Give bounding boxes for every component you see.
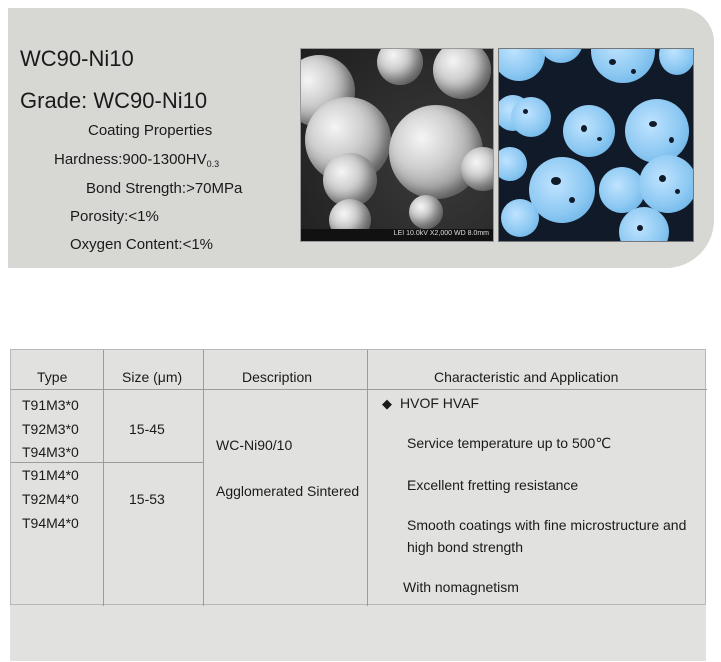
pore [675, 189, 680, 194]
property-value: <1% [182, 236, 214, 253]
diamond-bullet-icon: ◆ [382, 396, 392, 411]
particle-section [639, 155, 694, 213]
product-spec-table [10, 349, 706, 661]
type-value: T94M3*0 [22, 444, 79, 460]
column-divider [203, 350, 204, 606]
property-subscript: 0.3 [206, 159, 220, 169]
property-value: >70MPa [186, 180, 243, 197]
type-value: T92M4*0 [22, 491, 79, 507]
characteristic-item [382, 395, 479, 412]
property-oxygen-content [70, 236, 213, 253]
size-value: 15-45 [129, 421, 165, 437]
type-value: T91M4*0 [22, 467, 79, 483]
pore [523, 109, 528, 114]
pore [631, 69, 636, 74]
header-type: Type [37, 369, 68, 385]
property-hardness [54, 151, 219, 169]
particle-section [498, 48, 545, 81]
particle-section [591, 48, 655, 83]
characteristic-item: Smooth coatings with fine microstructure and [407, 517, 687, 533]
table-grid [10, 349, 706, 605]
property-label: Hardness: [54, 151, 123, 168]
column-divider [367, 350, 368, 606]
particle-section [563, 105, 615, 157]
size-value: 15-53 [129, 491, 165, 507]
column-divider [103, 350, 104, 606]
sem-particle-image [300, 48, 494, 242]
pore [551, 177, 561, 185]
property-label: Oxygen Content: [70, 236, 183, 253]
property-bond-strength [86, 180, 242, 197]
pore [609, 59, 616, 65]
pore [659, 175, 666, 182]
property-value: <1% [128, 208, 159, 225]
product-info [8, 8, 298, 268]
particle-section [501, 199, 539, 237]
property-value: 900-1300HV [122, 151, 207, 168]
characteristic-item: Service temperature up to 500℃ [407, 435, 612, 451]
header-description: Description [242, 369, 313, 385]
pore [569, 197, 575, 203]
sem-info-bar [301, 229, 493, 241]
sem-footer-text: LEI 10.0kV X2,000 WD 8.0mm [393, 230, 489, 237]
particle-section [659, 48, 694, 75]
description-composition: WC-Ni90/10 [216, 437, 293, 453]
header-size: Size (μm) [122, 369, 183, 385]
type-value: T91M3*0 [22, 397, 79, 413]
characteristic-item: Excellent fretting resistance [407, 477, 579, 493]
particle-section [539, 48, 583, 63]
characteristic-item: high bond strength [407, 539, 523, 555]
property-label: Porosity: [70, 208, 129, 225]
particle-section [511, 97, 551, 137]
characteristic-text: HVOF HVAF [400, 395, 480, 411]
particle [377, 48, 423, 85]
row-divider [11, 462, 203, 463]
particle [433, 48, 491, 99]
product-header-panel [8, 8, 714, 268]
description-process: Agglomerated Sintered [216, 483, 360, 499]
characteristic-item: With nomagnetism [403, 579, 519, 595]
pore [597, 137, 602, 141]
header-characteristics: Characteristic and Application [434, 369, 619, 385]
particle-section [625, 99, 689, 163]
property-label: Bond Strength: [86, 180, 187, 197]
pore [649, 121, 657, 127]
particle-section [529, 157, 595, 223]
product-grade: Grade: WC90-Ni10 [20, 88, 208, 113]
cross-section-image [498, 48, 694, 242]
particle-section [498, 147, 527, 181]
property-porosity [70, 208, 159, 225]
pore [637, 225, 643, 231]
pore [581, 125, 587, 132]
type-value: T92M3*0 [22, 421, 79, 437]
coating-properties-heading: Coating Properties [88, 122, 213, 139]
particle [409, 195, 443, 229]
type-value: T94M4*0 [22, 515, 79, 531]
particle-section [599, 167, 645, 213]
product-title: WC90-Ni10 [20, 46, 134, 71]
pore [669, 137, 674, 143]
